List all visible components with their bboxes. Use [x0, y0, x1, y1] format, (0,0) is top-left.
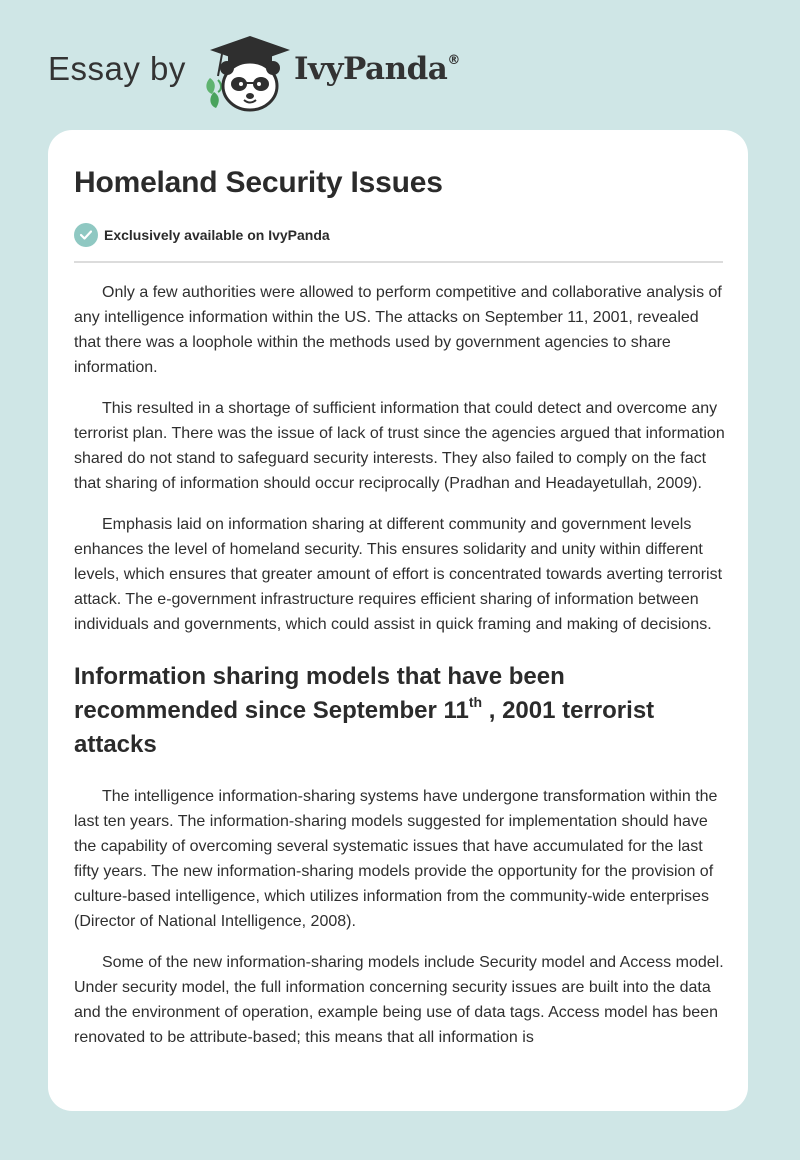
paragraph: Only a few authorities were allowed to perform competitive and collaborative analysis of any intelligence information within the US. The attacks on September 11, 2001, revealed that there was a loophole within the methods used by government agencies to share information. — [74, 284, 722, 376]
article-body — [74, 280, 726, 1066]
paragraph: This resulted in a shortage of sufficient information that could detect and overcome any terrorist plan. There was the issue of lack of trust since the agencies argued that information shared do not stand to safeguard security interests. They also failed to comply on the fact that sharing of information should occur reciprocally (Pradhan and Headayetullah, 2009). — [74, 400, 725, 492]
brand-name[interactable] — [294, 51, 460, 87]
essay-by-label: Essay by — [48, 50, 186, 87]
page-title: Homeland Security Issues — [74, 166, 443, 199]
exclusive-label: Exclusively available on IvyPanda — [104, 227, 330, 243]
panda-logo-icon[interactable] — [198, 34, 296, 114]
paragraph: Emphasis laid on information sharing at different community and government levels enhances the level of homeland security. This ensures solidarity and unity within different levels, which ensures that greater amount of effort is concentrated towards averting terrorist attack. The e-government infrastructure requires efficient sharing of information between individuals and governments, which could assist in quick framing and making of decisions. — [74, 516, 723, 633]
paragraph: The intelligence information-sharing systems have undergone transformation within the last ten years. The information-sharing models suggested for implementation should have the capability of overcoming several systematic issues that have accumulated for the last fifty years. The new information-sharing models provide the opportunity for the provision of culture-based intelligence, which utilizes information from the community-wide enterprises (Director of National Intelligence, 2008). — [74, 788, 718, 930]
section-heading-rest: , 2001 terrorist attacks — [74, 697, 655, 758]
section-heading-main: Information sharing models that have been recommended since September 11 — [74, 663, 565, 724]
section-heading-sup: th — [468, 694, 483, 710]
essay-card — [48, 130, 748, 1111]
brand-header — [0, 0, 800, 130]
exclusive-badge — [74, 223, 330, 247]
paragraph: Some of the new information-sharing models include Security model and Access model. Under security model, the full information concerning security issues are built into the data and the environment of operation, example being use of data tags. Access model has been renovated to be attribute-based; this means that all information is — [74, 954, 724, 1046]
section-heading — [74, 660, 714, 762]
registered-mark: ® — [447, 53, 460, 68]
check-circle-icon — [74, 223, 98, 247]
brand-name-text: IvyPanda — [294, 51, 448, 87]
divider — [74, 261, 723, 263]
